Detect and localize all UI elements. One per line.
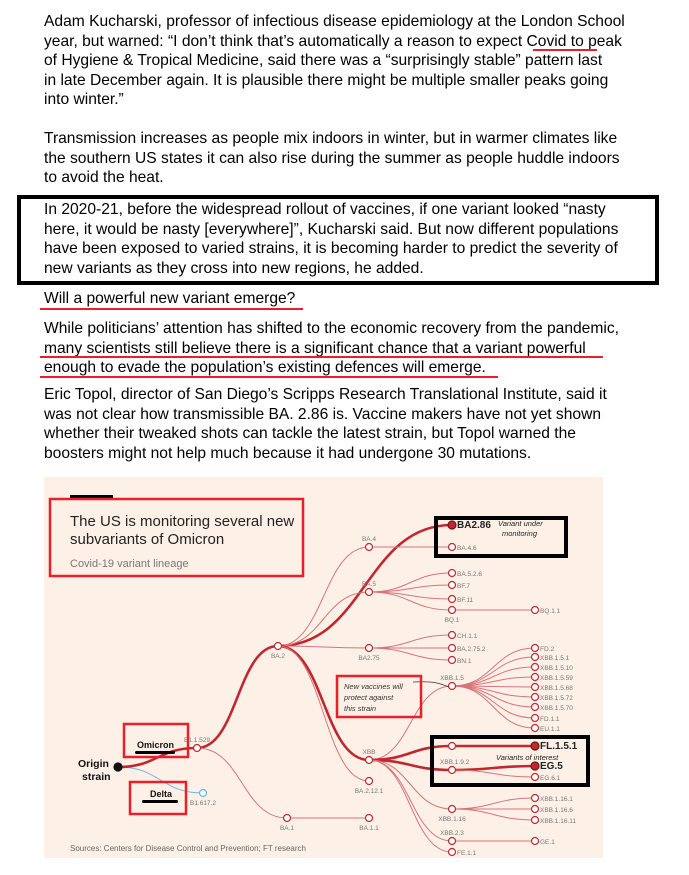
section-heading: Will a powerful new variant emerge? [44, 290, 296, 307]
node-label: FE.1.1 [457, 850, 477, 857]
lineage-edge [369, 573, 452, 592]
node-label: XBB.1.5.59 [540, 675, 573, 682]
lineage-node [532, 607, 539, 614]
text-span: year, but warned: “I don’t think that’s automatically a reason to expect [44, 32, 523, 50]
lineage-node [449, 607, 456, 614]
lineage-node [275, 643, 282, 650]
lineage-edge [452, 686, 535, 728]
lineage-node [449, 582, 456, 589]
lineage-node [449, 767, 456, 774]
lineage-edge [452, 648, 535, 686]
lineage-edge [278, 646, 369, 648]
lineage-node [448, 521, 456, 529]
node-label: XBB [362, 749, 376, 756]
node-label: BA.2 [270, 653, 286, 660]
delta-label: Delta [150, 789, 173, 799]
chart-subtitle: Covid-19 variant lineage [70, 558, 189, 570]
text-line: have been exposed to varied strains, it is becoming harder to predict the severity of [44, 240, 618, 257]
lineage-edge [369, 635, 452, 648]
lineage-node [366, 778, 373, 785]
text-line: the southern US states it can also rise during the summer as people huddle indoors [44, 149, 620, 167]
node-label: XBB.2.3 [440, 830, 464, 837]
text-line: boosters might not help much because it had undergone 30 mutations. [44, 444, 532, 462]
node-label: GE.1 [540, 839, 555, 846]
text-line: here, it would be nasty [everywhere]”, Kucharski said. But now different populations [44, 220, 619, 238]
lineage-node [532, 795, 539, 802]
text-line: Eric Topol, director of San Diego’s Scripps Research Translational Institute, said it [44, 386, 607, 403]
node-label: BA.1 [279, 825, 295, 832]
lineage-edge [452, 798, 535, 809]
node-label: XBB.1.16.11 [540, 818, 577, 825]
red-underline [40, 356, 603, 358]
annotation: monitoring [502, 529, 538, 538]
node-label: BA.2.75.2 [457, 646, 486, 653]
lineage-node [532, 645, 539, 652]
lineage-node [532, 715, 539, 722]
node-label: BA2.86 [457, 520, 491, 531]
lineage-edge [278, 646, 369, 781]
node-label: XBB.1.16 [438, 816, 466, 823]
underline-mark [135, 751, 175, 754]
text-line: enough to evade the population’s existing defences will emerge. [44, 359, 486, 376]
lineage-node [194, 745, 201, 752]
title-bar [70, 495, 113, 498]
lineage-node [449, 806, 456, 813]
lineage-node [532, 725, 539, 732]
annotation: Variant under [498, 519, 543, 528]
chart-title: The US is monitoring several new [70, 513, 295, 530]
lineage-edge [452, 686, 535, 718]
lineage-node [366, 544, 373, 551]
node-label: BA.5.2.6 [457, 571, 482, 578]
text-line: to avoid the heat. [44, 169, 164, 186]
lineage-node [532, 806, 539, 813]
node-label: BA2.75 [358, 655, 380, 662]
lineage-node [449, 544, 456, 551]
lineage-node [531, 742, 539, 750]
text-line: Transmission increases as people mix indoors in winter, but in warmer climates like [44, 130, 618, 147]
red-underline [40, 308, 303, 310]
lineage-edge [278, 646, 369, 760]
text-line: whether their tweaked shots can tackle the latest strain, but Topol warned the [44, 425, 576, 442]
lineage-node [449, 632, 456, 639]
lineage-node [532, 838, 539, 845]
node-label: B1.1.529 [183, 737, 211, 744]
node-label: XBB.1.5 [440, 675, 464, 682]
lineage-node [532, 774, 539, 781]
red-underline [40, 376, 498, 378]
lineage-edge [197, 748, 287, 818]
variant-lineage-chart [44, 477, 603, 858]
lineage-node [449, 657, 456, 664]
node-label: XBB.1.5.10 [540, 665, 573, 672]
node-label: EG.6.1 [540, 775, 561, 782]
text-line: In 2020-21, before the widespread rollout of vaccines, if one variant looked “nasty [44, 201, 606, 218]
node-label: XBB.1.16.6 [540, 807, 573, 814]
node-label: FL.1.5.1 [540, 741, 578, 752]
node-label: BN.1 [457, 658, 472, 665]
lineage-node [366, 589, 373, 596]
text-line: many scientists still believe there is a significant chance that a variant powerful [44, 339, 586, 357]
node-label: EG.5 [540, 761, 563, 772]
node-label: BQ.1 [444, 617, 460, 624]
lineage-node [449, 683, 456, 690]
text-span: o peak [575, 32, 622, 50]
text-line: of Hygiene & Tropical Medicine, said there was a “surprisingly stable” pattern last [44, 52, 603, 69]
lineage-edge [452, 766, 535, 770]
lineage-node [532, 654, 539, 661]
node-label: XBB.1.9.2 [440, 759, 470, 766]
node-label: FD.1.1 [540, 716, 560, 723]
lineage-node [366, 757, 373, 764]
node-label: XBB.1.5.1 [540, 655, 570, 662]
node-label: XBB.1.16.1 [540, 796, 573, 803]
chart-source: Sources: Centers for Disease Control and Prevention; FT research [70, 844, 306, 853]
lineage-node [532, 664, 539, 671]
text-line: While politicians’ attention has shifted to the economic recovery from the pandemic, [44, 320, 619, 337]
origin-label: Origin [78, 758, 109, 770]
lineage-node [532, 694, 539, 701]
lineage-node [449, 743, 456, 750]
annotation: protect against [344, 693, 394, 702]
lineage-node [114, 763, 122, 771]
lineage-node [532, 684, 539, 691]
lineage-node [449, 570, 456, 577]
origin-label: strain [82, 771, 111, 783]
lineage-edge [369, 648, 452, 660]
lineage-edge [369, 592, 452, 610]
lineage-node [531, 762, 539, 770]
lineage-node [366, 815, 373, 822]
node-label: BQ.1.1 [540, 608, 561, 615]
lineage-edge [452, 667, 535, 686]
lineage-node [449, 596, 456, 603]
lineage-node [449, 645, 456, 652]
text-line: Adam Kucharski, professor of infectious disease epidemiology at the London School [44, 13, 625, 30]
node-label: FD.2 [540, 646, 555, 653]
text-line: into winter.” [44, 91, 124, 108]
lineage-node [449, 838, 456, 845]
node-label: XBB.1.5.72 [540, 695, 573, 702]
text-line: was not clear how transmissible BA. 2.86 is. Vaccine makers have not yet shown [44, 405, 602, 423]
lineage-node [284, 815, 291, 822]
node-label: XBB.1.5.68 [540, 685, 573, 692]
highlighted-text: Covid t [522, 32, 576, 50]
node-label: BF.11 [457, 597, 474, 604]
node-label: BA.1.1 [359, 825, 379, 832]
node-label: XBB.1.5.70 [540, 705, 573, 712]
lineage-edge [197, 646, 278, 748]
omicron-label: Omicron [137, 740, 175, 750]
node-label: B1.617.2 [189, 800, 217, 807]
node-label: BA.5 [361, 581, 377, 588]
lineage-node [449, 849, 456, 856]
chart-title: subvariants of Omicron [70, 531, 225, 548]
lineage-node [532, 704, 539, 711]
node-label: EU.1.1 [540, 726, 560, 733]
node-label: CH.1.1 [457, 633, 478, 640]
annotation: New vaccines will [344, 682, 403, 691]
annotation: Variants of interest [496, 753, 559, 762]
node-label: BA.4.6 [457, 545, 477, 552]
red-underline [533, 49, 597, 51]
text-line: in late December again. It is plausible there might be multiple smaller peaks going [44, 71, 609, 89]
annotation: this strain [344, 704, 377, 713]
text-line: new variants as they cross into new regions, he added. [44, 259, 424, 277]
lineage-edge [369, 760, 452, 841]
lineage-node [366, 645, 373, 652]
underline-mark [142, 800, 178, 803]
lineage-node [532, 817, 539, 824]
node-label: BF.7 [457, 583, 471, 590]
lineage-node [532, 674, 539, 681]
node-label: BA.4 [361, 536, 377, 543]
node-label: BA.2.12.1 [354, 788, 384, 795]
lineage-node [200, 790, 207, 797]
lineage-tree [44, 477, 603, 858]
